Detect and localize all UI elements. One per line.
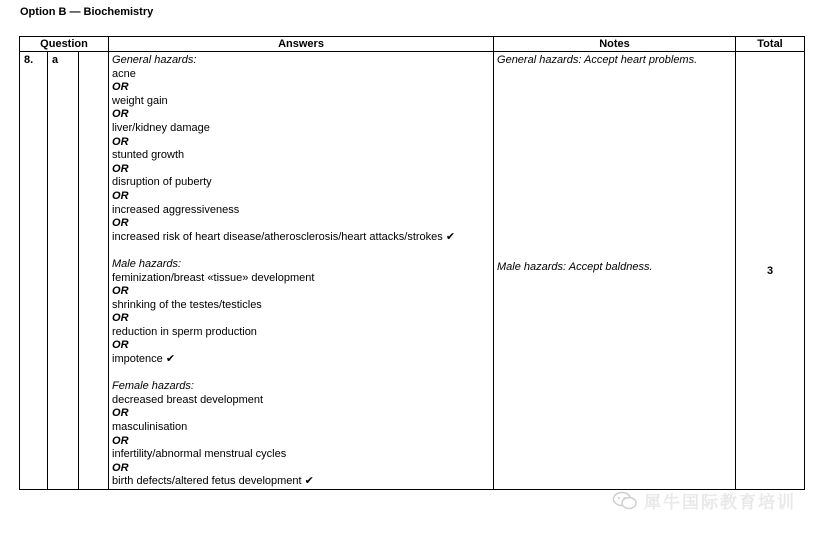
answer-line: infertility/abnormal menstrual cycles — [112, 448, 287, 461]
answer-line: masculinisation — [112, 421, 188, 434]
answers-cell — [109, 52, 494, 490]
answer-line: increased aggressiveness — [112, 203, 240, 216]
total-marks: 3 — [736, 52, 805, 490]
question-subpart — [79, 52, 109, 490]
note-male-hazards: Male hazards: Accept baldness. — [497, 261, 653, 273]
answer-or: OR — [112, 217, 129, 230]
page-title: Option B — Biochemistry — [20, 6, 154, 18]
answer-or: OR — [112, 461, 129, 474]
question-number: 8. — [20, 52, 48, 490]
answer-section-heading: Male hazards: — [112, 257, 182, 270]
answer-or: OR — [112, 312, 129, 325]
answer-line: decreased breast development — [112, 393, 264, 406]
answer-or: OR — [112, 285, 129, 298]
answer-section-heading: Female hazards: — [112, 380, 194, 393]
notes-header: Notes — [494, 37, 736, 52]
answer-or: OR — [112, 189, 129, 202]
question-part: a — [48, 52, 79, 490]
watermark-text: 犀牛国际教育培训 — [644, 493, 796, 513]
header-row — [20, 37, 805, 52]
answer-line: birth defects/altered fetus development ✔ — [112, 475, 314, 488]
total-header: Total — [736, 37, 805, 52]
answer-or: OR — [112, 135, 129, 148]
answer-line: weight gain — [112, 94, 168, 107]
answer-line: reduction in sperm production — [112, 325, 257, 338]
answer-line: liver/kidney damage — [112, 121, 210, 134]
answer-line: disruption of puberty — [112, 176, 212, 189]
answer-spacer — [112, 367, 493, 381]
answer-or: OR — [112, 108, 129, 121]
wechat-icon — [612, 491, 638, 511]
answer-or: OR — [112, 81, 129, 94]
note-general-hazards: General hazards: Accept heart problems. — [497, 54, 698, 66]
answer-line: feminization/breast «tissue» development — [112, 271, 315, 284]
answer-or: OR — [112, 162, 129, 175]
answer-line: increased risk of heart disease/atherosclerosis/heart attacks/strokes ✔ — [112, 230, 456, 243]
question-header: Question — [20, 37, 109, 52]
answer-line: impotence ✔ — [112, 353, 176, 366]
answer-or: OR — [112, 339, 129, 352]
notes-cell — [494, 52, 736, 490]
table-row — [20, 52, 805, 490]
answer-or: OR — [112, 407, 129, 420]
answers-header: Answers — [109, 37, 494, 52]
markscheme-table — [19, 36, 805, 490]
watermark — [612, 488, 796, 513]
answer-line: shrinking of the testes/testicles — [112, 298, 262, 311]
answer-section-heading: General hazards: — [112, 54, 197, 66]
answer-spacer — [112, 244, 493, 258]
answer-line: acne — [112, 67, 136, 80]
answer-line: stunted growth — [112, 149, 185, 162]
answer-or: OR — [112, 434, 129, 447]
